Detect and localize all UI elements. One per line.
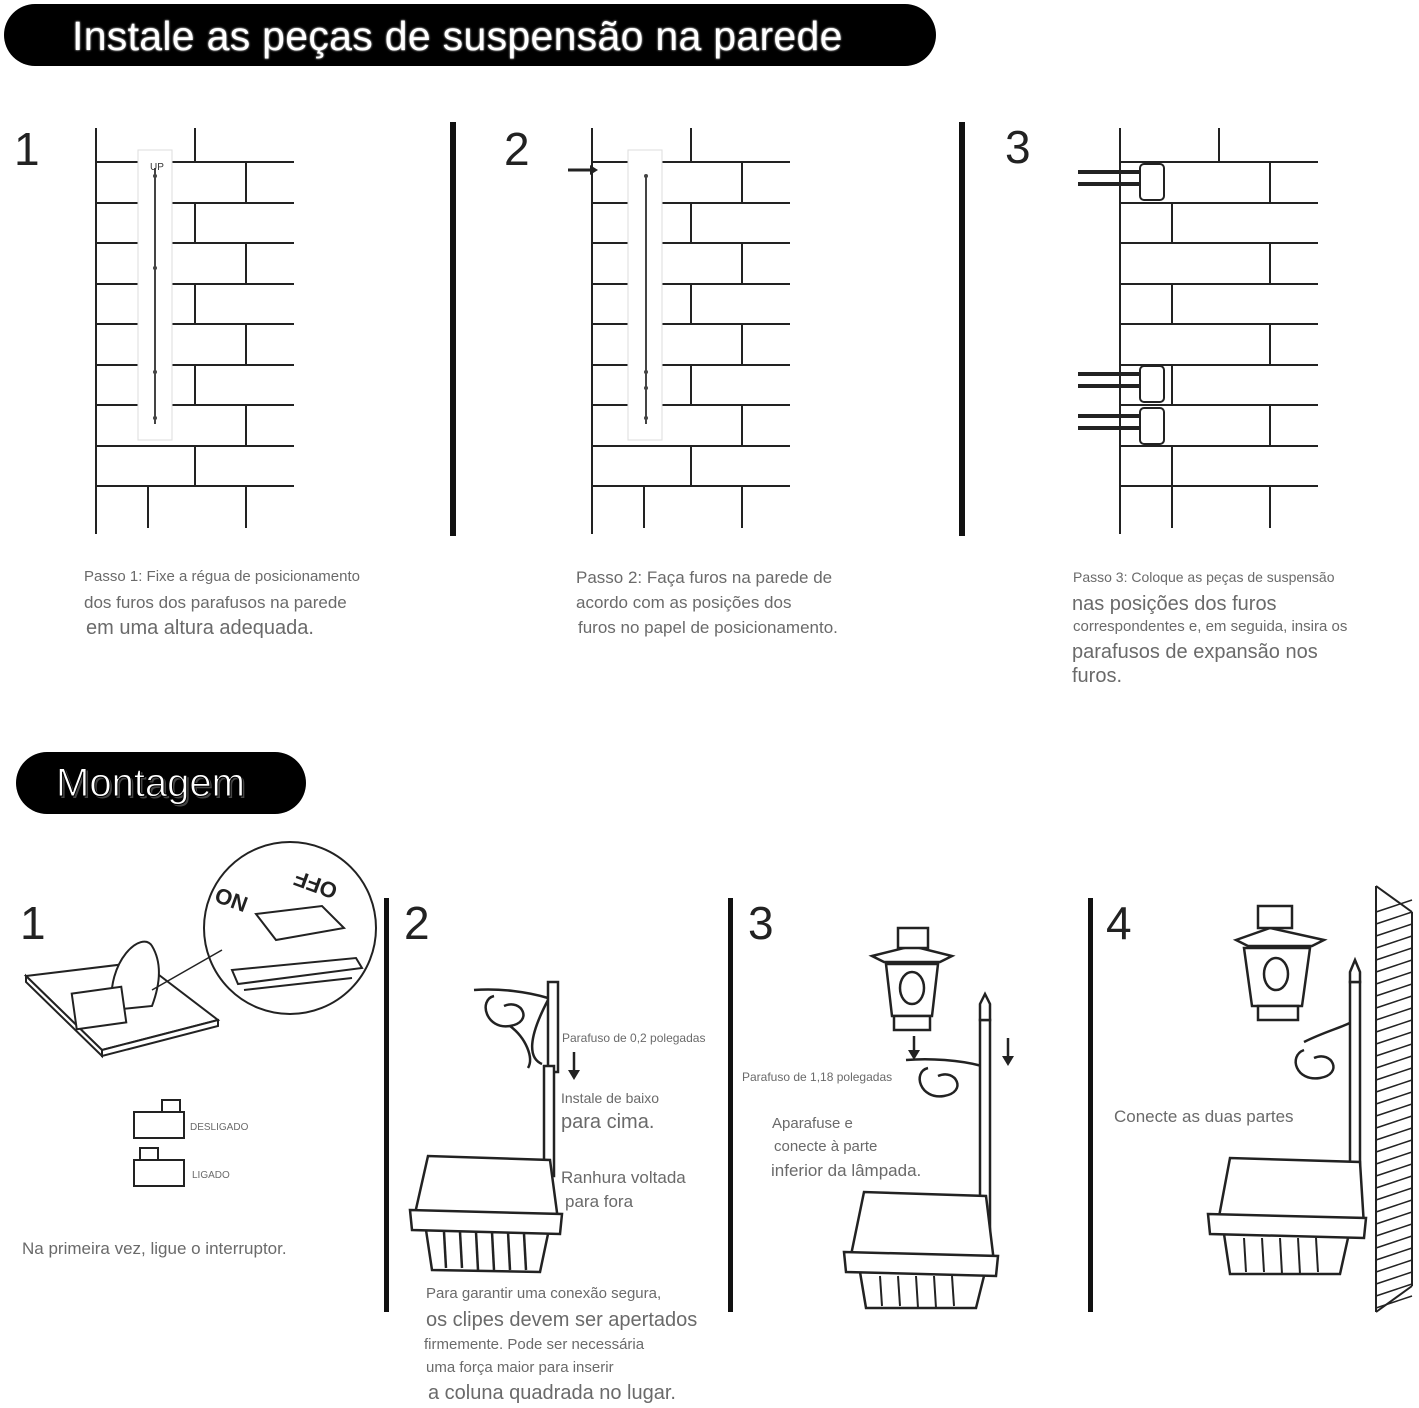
assembly-step-1-number: 1 — [20, 897, 46, 949]
wall-step-3-number: 3 — [1005, 121, 1031, 173]
assembly-step-2-note-3: firmemente. Pode ser necessária — [424, 1336, 645, 1353]
wall-step-2-line-2: acordo com as posições dos — [576, 593, 792, 612]
wall-step-1-line-3: em uma altura adequada. — [86, 617, 314, 639]
wall-install-banner — [4, 4, 936, 66]
wall-step-2-number: 2 — [504, 123, 530, 175]
assembly-step-2-note-5: a coluna quadrada no lugar. — [428, 1382, 676, 1404]
assembly-step-3-text-2: conecte à parte — [774, 1138, 878, 1155]
assembly-step-2-slot-a: Ranhura voltada — [561, 1168, 686, 1187]
wall-step-3-line-3: correspondentes e, em seguida, insira os — [1073, 618, 1348, 635]
switch-on-text: LIGADO — [192, 1170, 230, 1181]
separator-5 — [1088, 898, 1093, 1312]
separator-4 — [728, 898, 733, 1312]
wall-step-1-line-2: dos furos dos parafusos na parede — [84, 593, 347, 612]
separator-1 — [450, 122, 456, 536]
brick-wall-2 — [590, 128, 792, 534]
wall-step-3-line-4: parafusos de expansão nos — [1072, 641, 1318, 663]
switch-on-label: ON — [211, 882, 252, 918]
assembled-lamp-on-wall — [1200, 882, 1416, 1312]
assembly-step-2-install-b: para cima. — [561, 1111, 655, 1133]
bracket-pole-planter-2 — [408, 978, 568, 1278]
wall-step-1-number: 1 — [14, 123, 40, 175]
assembly-step-2-number: 2 — [404, 897, 430, 949]
switch-off-icon — [132, 1098, 188, 1140]
assembly-title: Montagem — [56, 761, 245, 805]
assembly-step-1-caption: Na primeira vez, ligue o interruptor. — [22, 1239, 287, 1258]
assembly-step-3-number: 3 — [748, 897, 774, 949]
assembly-step-3-text-1: Aparafuse e — [772, 1115, 853, 1132]
wall-install-title: Instale as peças de suspensão na parede — [72, 13, 843, 59]
assembly-banner — [16, 752, 306, 814]
wall-step-3-line-1: Passo 3: Coloque as peças de suspensão — [1073, 569, 1335, 585]
wall-step-2-line-3: furos no papel de posicionamento. — [578, 618, 838, 637]
ruler-up-label: UP — [150, 162, 164, 173]
switch-off-text: DESLIGADO — [190, 1122, 249, 1133]
assembly-step-3-screw: Parafuso de 1,18 polegadas — [742, 1070, 893, 1084]
brick-wall-3 — [1118, 128, 1320, 534]
wall-step-2-line-1: Passo 2: Faça furos na parede de — [576, 568, 833, 587]
assembly-step-4-number: 4 — [1106, 897, 1132, 949]
assembly-step-3-text-3: inferior da lâmpada. — [771, 1161, 922, 1180]
assembly-step-4-text: Conecte as duas partes — [1114, 1107, 1294, 1126]
wall-step-3-line-5: furos. — [1072, 665, 1123, 687]
assembly-step-2-slot-b: para fora — [565, 1192, 634, 1211]
switch-on-icon — [132, 1146, 188, 1188]
assembly-step-2-install-a: Instale de baixo — [561, 1090, 660, 1106]
solar-panel-illustration — [22, 840, 382, 1060]
separator-3 — [384, 898, 389, 1312]
brick-wall-1 — [94, 128, 296, 534]
assembly-step-2-screw: Parafuso de 0,2 polegadas — [562, 1031, 706, 1045]
assembly-step-2-note-1: Para garantir uma conexão segura, — [426, 1285, 662, 1302]
separator-2 — [959, 122, 965, 536]
wall-step-3-line-2: nas posições dos furos — [1072, 593, 1277, 615]
switch-off-label: OFF — [290, 865, 341, 904]
wall-step-1-line-1: Passo 1: Fixe a régua de posicionamento — [84, 568, 360, 585]
assembly-step-2-note-4: uma força maior para inserir — [426, 1359, 614, 1376]
lantern-bracket-planter-3 — [840, 920, 1030, 1310]
assembly-step-2-note-2: os clipes devem ser apertados — [426, 1309, 698, 1331]
